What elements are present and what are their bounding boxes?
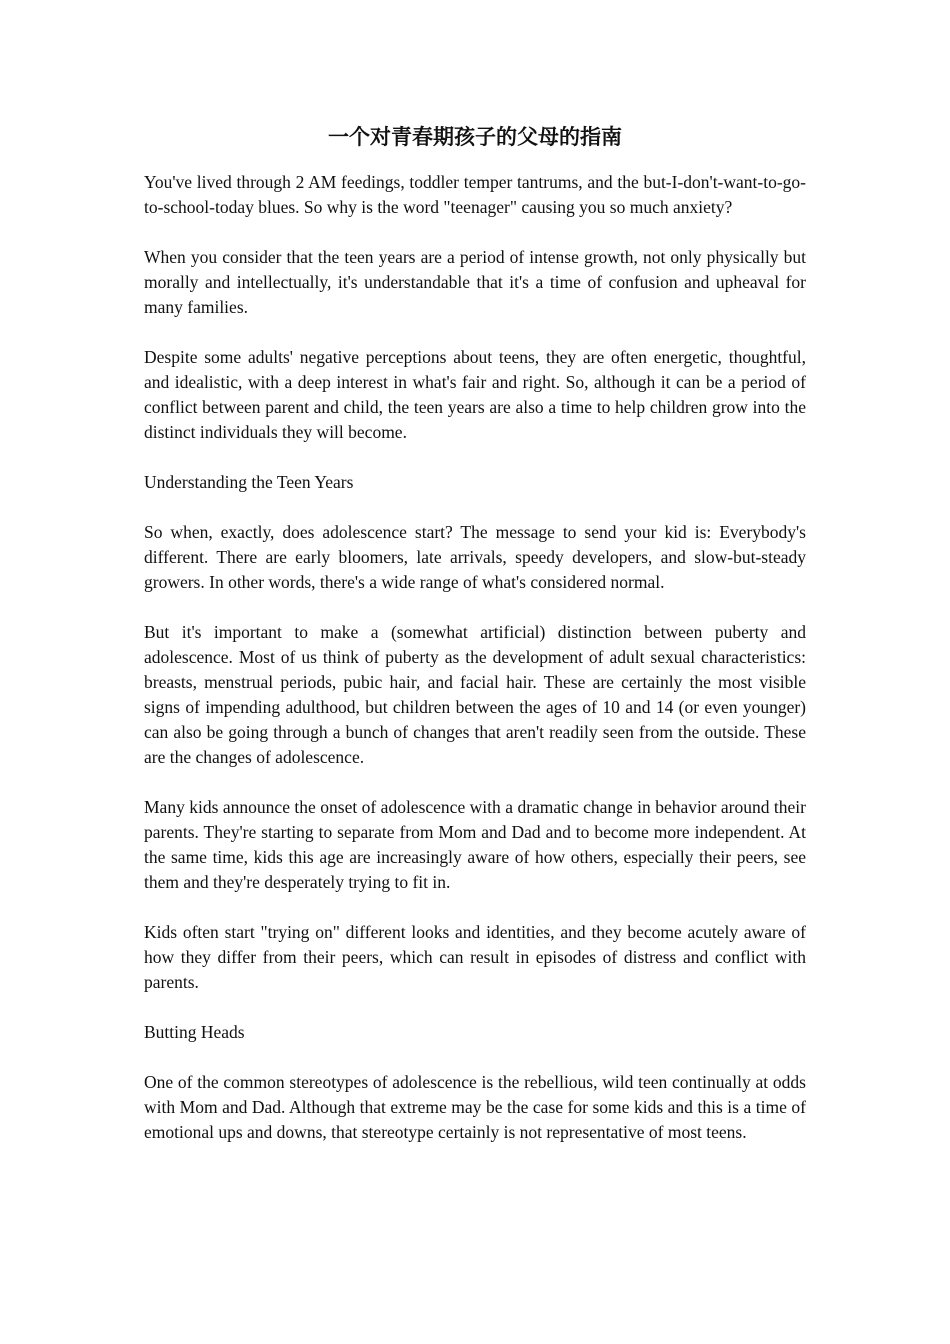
section-heading-butting-heads: Butting Heads <box>144 1022 245 1042</box>
section-heading-understanding: Understanding the Teen Years <box>144 472 354 492</box>
paragraph: Despite some adults' negative perceptions about teens, they are often energetic, thoughtful, and idealistic, with a deep interest in what's fair and right. So, although it can be a period of conflict between parent and child, the teen years are also a time to help children grow into the distinct individuals they will become. <box>144 347 806 442</box>
paragraph: Many kids announce the onset of adolescence with a dramatic change in behavior around their parents. They're starting to separate from Mom and Dad and to become more independent. At the same time, kids this age are increasingly aware of how others, especially their peers, see them and they're desperately trying to fit in. <box>144 797 806 892</box>
paragraph: But it's important to make a (somewhat artificial) distinction between puberty and adolescence. Most of us think of puberty as the development of adult sexual characteristics: breasts, menstrual periods, pubic hair, and facial hair. These are certainly the most visible signs of impending adulthood, but children between the ages of 10 and 14 (or even younger) can also be going through a bunch of changes that aren't readily seen from the outside. These are the changes of adolescence. <box>144 622 806 767</box>
paragraph: Kids often start "trying on" different looks and identities, and they become acutely aware of how they differ from their peers, which can result in episodes of distress and conflict with parents. <box>144 922 806 992</box>
document-page <box>144 120 806 1170</box>
paragraph: One of the common stereotypes of adolescence is the rebellious, wild teen continually at odds with Mom and Dad. Although that extreme may be the case for some kids and this is a time of emotional ups and downs, that stereotype certainly is not representative of most teens. <box>144 1072 806 1142</box>
paragraph: So when, exactly, does adolescence start? The message to send your kid is: Everybody's different. There are early bloomers, late arrivals, speedy developers, and slow-but-steady growers. In other words, there's a wide range of what's considered normal. <box>144 522 806 592</box>
paragraph: You've lived through 2 AM feedings, toddler temper tantrums, and the but-I-don't-want-to-go-to-school-today blues. So why is the word "teenager" causing you so much anxiety? <box>144 172 806 217</box>
document-title: 一个对青春期孩子的父母的指南 <box>328 124 622 149</box>
paragraph: When you consider that the teen years are a period of intense growth, not only physically but morally and intellectually, it's understandable that it's a time of confusion and upheaval for many families. <box>144 247 806 317</box>
